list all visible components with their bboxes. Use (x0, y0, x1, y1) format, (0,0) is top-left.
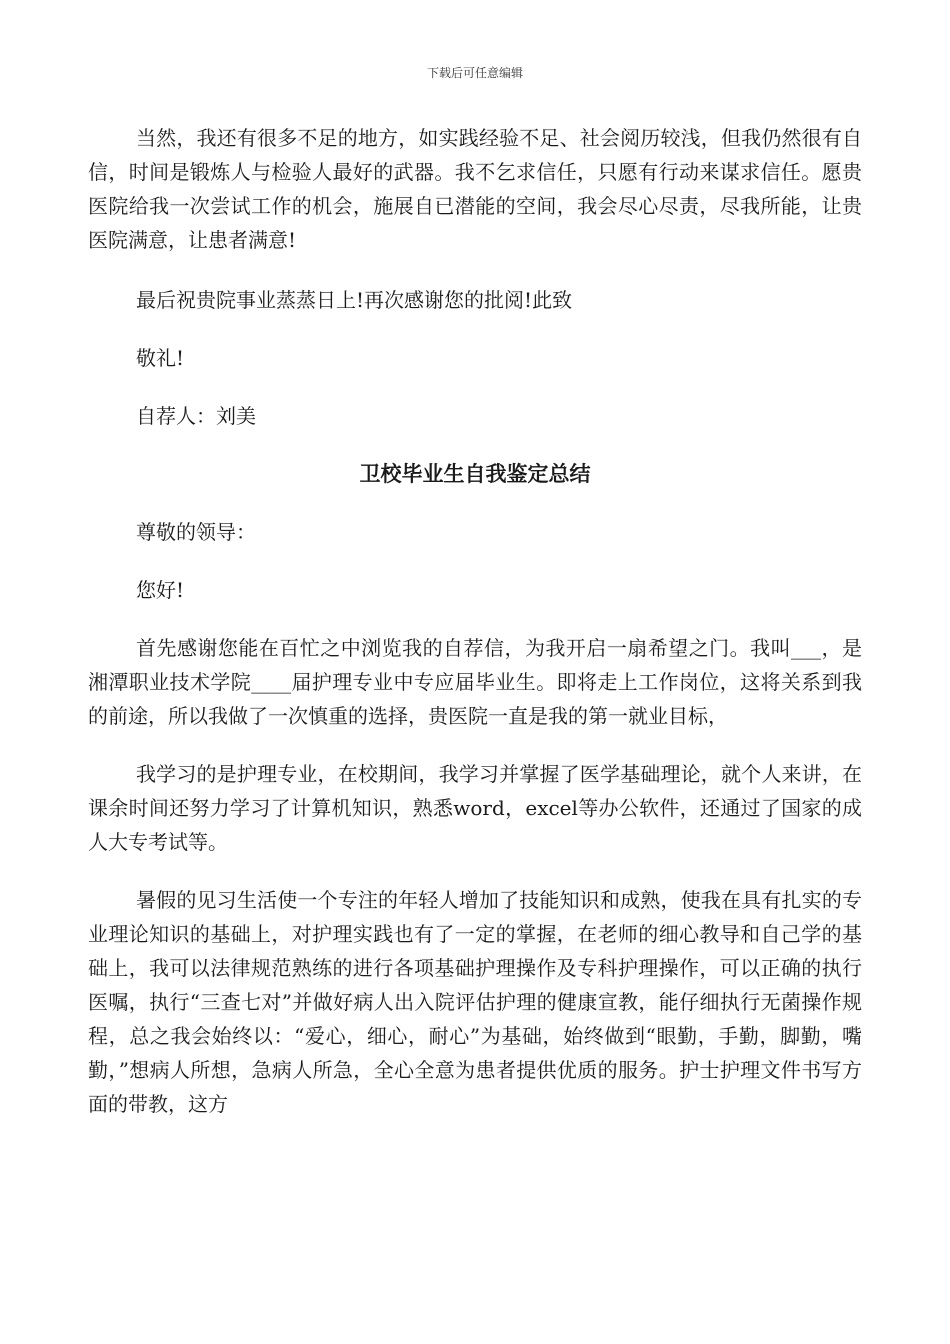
paragraph-blessing: 最后祝贵院事业蒸蒸日上!再次感谢您的批阅!此致 (136, 288, 573, 312)
paragraph-hello: 您好! (136, 578, 185, 602)
paragraph-greeting: 尊敬的领导： (136, 520, 256, 544)
paragraph-internship: 暑假的见习生活使一个专注的年轻人增加了技能知识和成熟，使我在具有扎实的专业理论知识的基础上，对护理实践也有了一定的掌握，在老师的细心教导和自己学的基础上，我可以法律规范熟练的进行各项基础护理操作及专科护理操作，可以正确的执行医嘱，执行“三查七对”并做好病人出入院评估护理的健康宣教，能仔细执行无菌操作规程，总之我会始终以：“爱心，细心，耐心”为基础，始终做到“眼勤，手勤，脚勤，嘴勤，”想病人所想，急病人所急，全心全意为患者提供优质的服务。护士护理文件书写方面的带教，这方 (88, 888, 862, 1116)
paragraph-salute: 敬礼! (136, 346, 185, 370)
document-body (88, 121, 862, 1121)
paragraph-study: 我学习的是护理专业，在校期间，我学习并掌握了医学基础理论，就个人来讲，在课余时间还努力学习了计算机知识，熟悉word，excel等办公软件，还通过了国家的成人大专考试等。 (88, 762, 862, 854)
paragraph-closing-statement: 当然，我还有很多不足的地方，如实践经验不足、社会阅历较浅，但我仍然很有自信，时间是锻炼人与检验人最好的武器。我不乞求信任，只愿有行动来谋求信任。愿贵医院给我一次尝试工作的机会，施展自已潜能的空间，我会尽心尽责，尽我所能，让贵医院满意，让患者满意! (88, 126, 862, 252)
page-header: 下载后可任意编辑 (426, 66, 523, 80)
paragraph-introduction: 首先感谢您能在百忙之中浏览我的自荐信，为我开启一扇希望之门。我叫___，是湘潭职业技术学院____届护理专业中专应届毕业生。即将走上工作岗位，这将关系到我的前途，所以我做了一次慎重的选择，贵医院一直是我的第一就业目标， (88, 636, 862, 728)
section-title: 卫校毕业生自我鉴定总结 (359, 461, 591, 486)
paragraph-signature: 自荐人：刘美 (136, 404, 256, 428)
